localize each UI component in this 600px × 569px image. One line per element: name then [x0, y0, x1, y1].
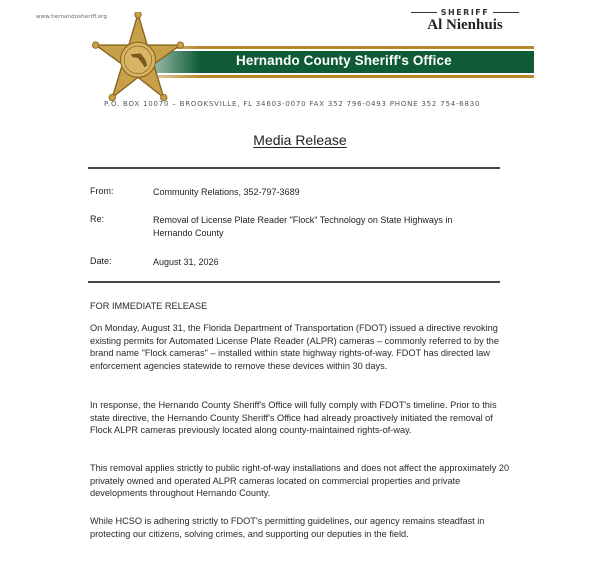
address-line: P.O. BOX 10070 – BROOKSVILLE, FL 34603-0070 FAX 352 796-0493 PHONE 352 754-6830: [104, 100, 481, 108]
paragraph-2: In response, the Hernando County Sheriff's Office will fully comply with FDOT's timeline. Prior to this state directive, the Hernando County Sheriff's Office had already proactively initiated the removal of Flock ALPR cameras previously located along county-maintained rights-of-way.: [90, 400, 497, 436]
date-value: August 31, 2026: [153, 257, 219, 267]
paragraph-4: While HCSO is adhering strictly to FDOT's permitting guidelines, our agency remains steadfast in protecting our citizens, solving crimes, and supporting our deputies in the field.: [90, 516, 485, 539]
sheriff-block: [400, 8, 530, 34]
page-title: [0, 132, 600, 148]
divider-top: [88, 167, 500, 169]
release-label: FOR IMMEDIATE RELEASE: [90, 301, 208, 311]
page-title-text: Media Release: [253, 132, 347, 148]
date-label: Date:: [90, 256, 112, 266]
from-label: From:: [90, 186, 114, 196]
sheriff-rule-left: [411, 12, 437, 13]
header-band-gold-top: [150, 46, 534, 49]
divider-bottom: [88, 281, 500, 283]
sheriff-label: [400, 8, 530, 17]
re-value: Removal of License Plate Reader "Flock" Technology on State Highways in Hernando County: [153, 215, 453, 238]
sheriff-rule-right: [493, 12, 519, 13]
paragraph-3: This removal applies strictly to public right-of-way installations and does not affect the approximately 20 privately owned and operated ALPR cameras located on commercial properties and private developments throughout Hernando County.: [90, 463, 510, 499]
from-value: Community Relations, 352-797-3689: [153, 187, 300, 197]
paragraph-1: On Monday, August 31, the Florida Department of Transportation (FDOT) issued a directive revoking existing permits for Automated License Plate Reader (ALPR) cameras – commonly referred to by the brand name "Flock cameras" – installed within state highway rights-of-way. FDOT has directed law enforcement agencies statewide to remove these devices within 30 days.: [90, 323, 500, 371]
org-name: Hernando County Sheriff's Office: [236, 53, 452, 68]
re-label: Re:: [90, 214, 105, 224]
sheriff-label-text: SHERIFF: [440, 8, 490, 17]
sheriff-name: Al Nienhuis: [427, 17, 503, 33]
sheriff-star-badge-icon: [92, 12, 184, 104]
header-band-gold-bottom: [150, 75, 534, 78]
website-url: www.hernandosheriff.org: [36, 14, 108, 20]
